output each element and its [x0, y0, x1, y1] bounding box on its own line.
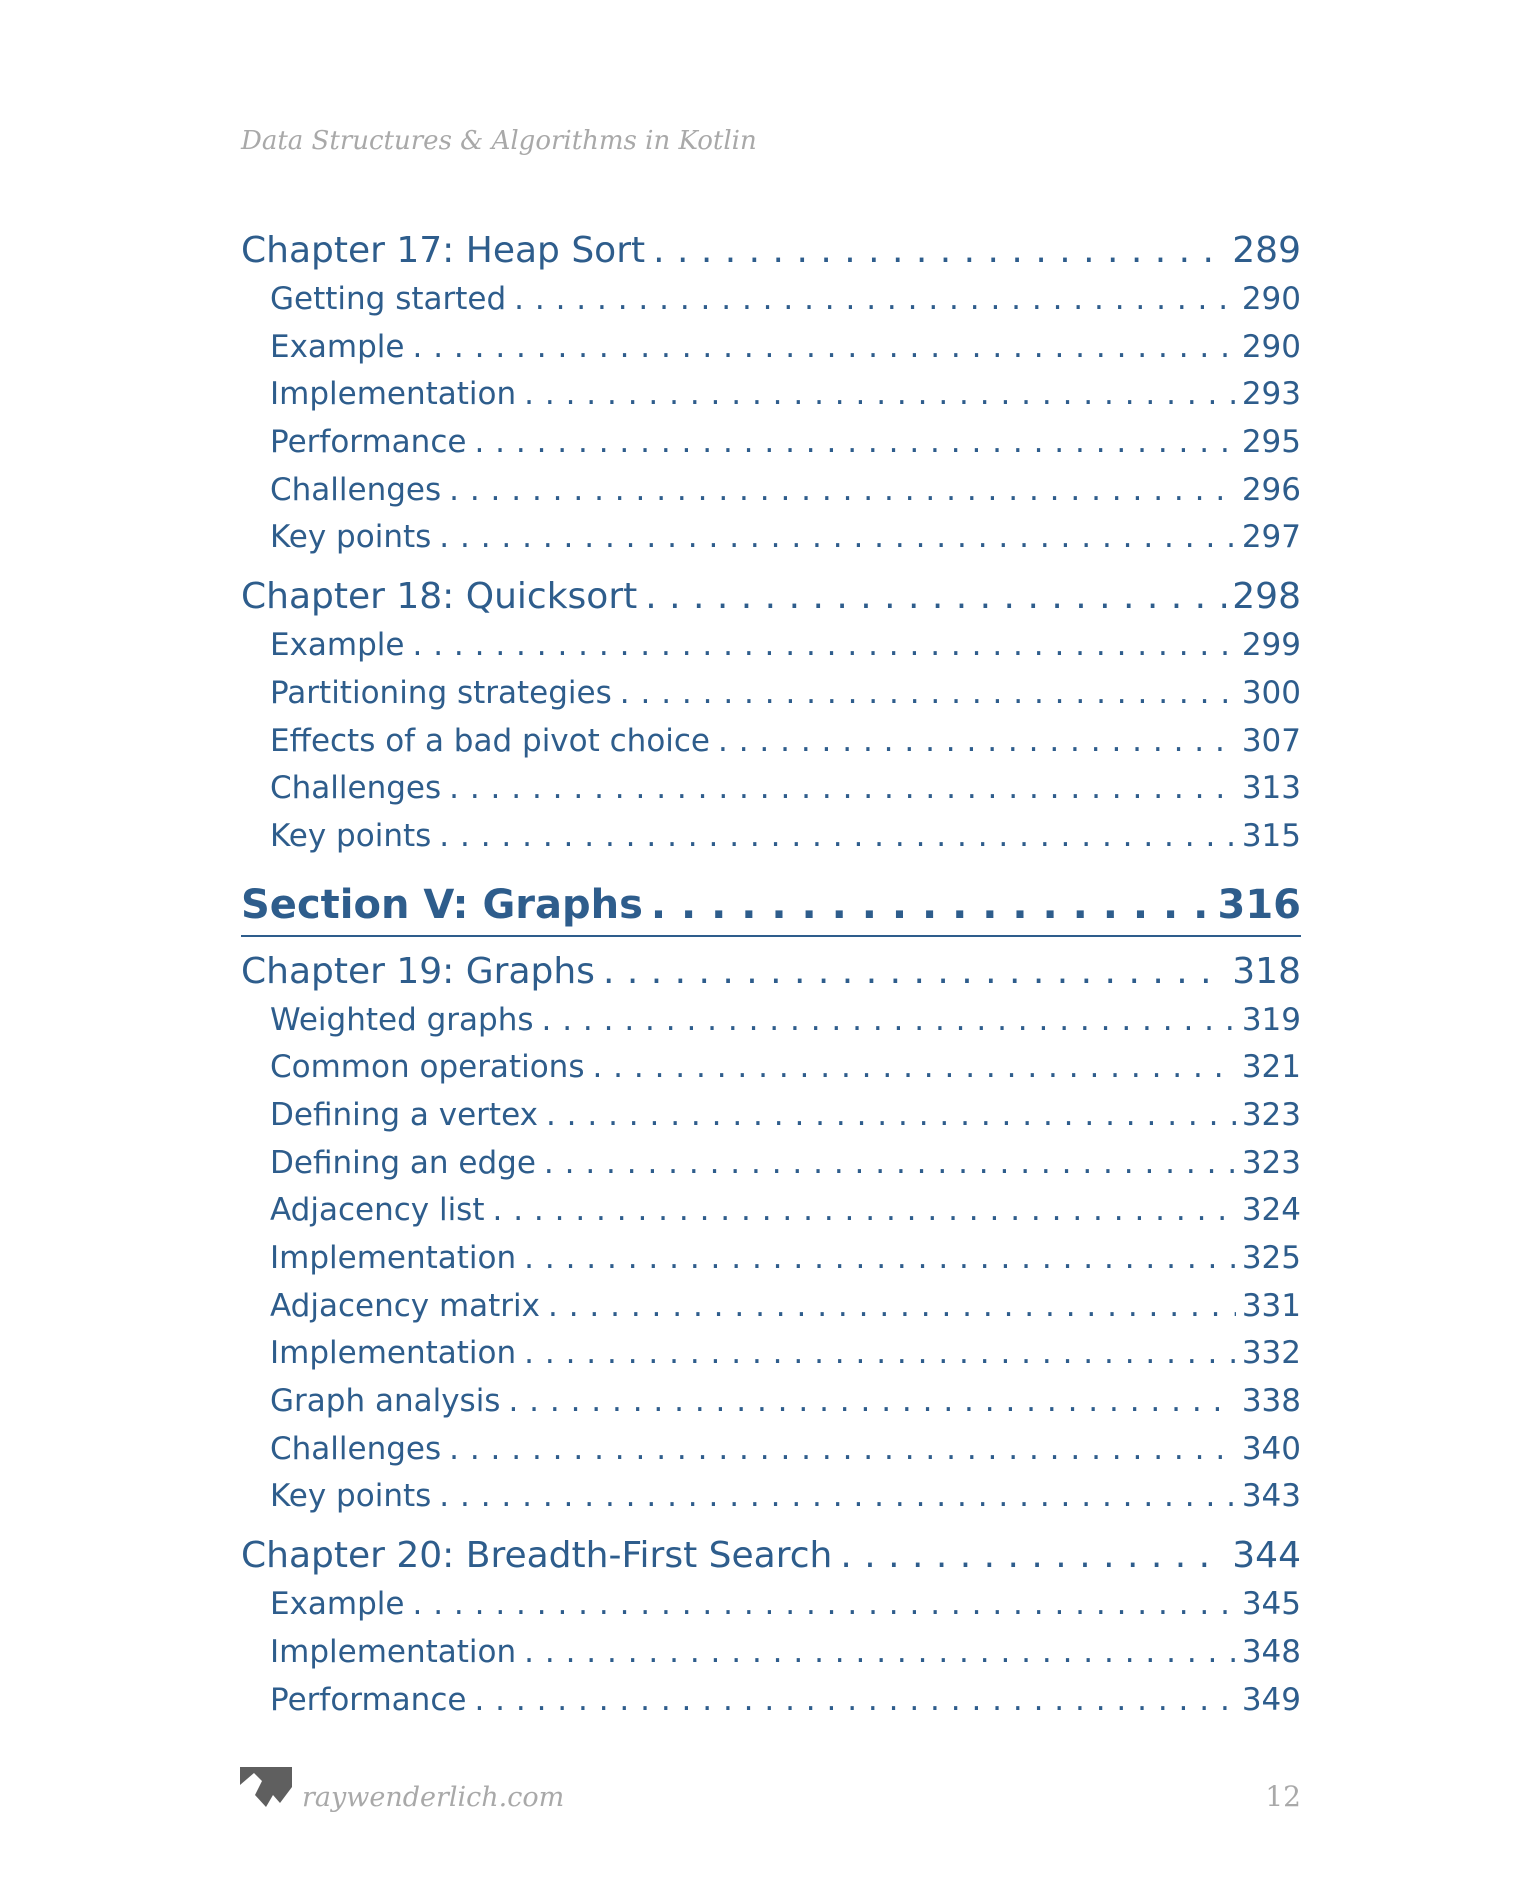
toc-item-entry[interactable]	[241, 276, 1301, 324]
toc-item-entry[interactable]	[241, 1330, 1301, 1378]
toc-entry-page: 315	[1241, 817, 1301, 854]
toc-entry-title: Challenges	[270, 770, 442, 807]
toc-item-entry[interactable]	[241, 718, 1301, 766]
toc-item-entry[interactable]	[241, 467, 1301, 515]
footer-page-number: 12	[1265, 1780, 1301, 1813]
toc-entry-title: Common operations	[270, 1049, 585, 1086]
toc-entry-page: 300	[1241, 674, 1301, 711]
toc-dot-leader	[508, 1378, 1235, 1426]
toc-entry-title: Effects of a bad pivot choice	[270, 722, 711, 759]
toc-chapter-entry[interactable]	[241, 1531, 1301, 1581]
toc-item-entry[interactable]	[241, 1426, 1301, 1474]
toc-entry-title: Adjacency matrix	[270, 1287, 541, 1324]
toc-entry-page: 344	[1232, 1535, 1301, 1577]
toc-section-entry[interactable]	[241, 875, 1301, 937]
toc-entry-page: 331	[1241, 1287, 1301, 1324]
toc-dot-leader	[524, 1330, 1236, 1378]
toc-dot-leader	[653, 226, 1226, 276]
toc-entry-page: 323	[1241, 1096, 1301, 1133]
toc-dot-leader	[620, 670, 1236, 718]
toc-entry-title: Key points	[270, 519, 432, 556]
toc-chapter-entry[interactable]	[241, 947, 1301, 997]
toc-item-entry[interactable]	[241, 765, 1301, 813]
toc-item-entry[interactable]	[241, 1187, 1301, 1235]
toc-entry-page: 345	[1241, 1586, 1301, 1623]
toc-entry-page: 321	[1241, 1049, 1301, 1086]
toc-item-entry[interactable]	[241, 1581, 1301, 1629]
footer-site-link[interactable]: raywenderlich.com	[302, 1782, 565, 1813]
toc-dot-leader	[474, 1677, 1235, 1725]
toc-dot-leader	[645, 572, 1226, 622]
toc-entry-title: Section V: Graphs	[241, 881, 643, 928]
toc-item-entry[interactable]	[241, 1378, 1301, 1426]
toc-item-entry[interactable]	[241, 1629, 1301, 1677]
toc-entry-title: Chapter 19: Graphs	[241, 950, 595, 992]
toc-item-entry[interactable]	[241, 997, 1301, 1045]
toc-entry-page: 295	[1241, 424, 1301, 461]
toc-item-entry[interactable]	[241, 1092, 1301, 1140]
toc-entry-page: 343	[1241, 1478, 1301, 1515]
toc-entry-page: 332	[1241, 1335, 1301, 1372]
toc-dot-leader	[603, 947, 1226, 997]
toc-entry-title: Getting started	[270, 281, 507, 317]
toc-chapter-entry[interactable]	[241, 572, 1301, 622]
toc-entry-page: 340	[1241, 1430, 1301, 1467]
toc-dot-leader	[542, 997, 1236, 1045]
toc-entry-page: 323	[1241, 1144, 1301, 1181]
toc-dot-leader	[449, 467, 1236, 515]
toc-entry-page: 290	[1241, 281, 1301, 317]
toc-dot-leader	[524, 371, 1236, 419]
toc-entry-page: 348	[1241, 1633, 1301, 1670]
toc-dot-leader	[544, 1140, 1236, 1188]
page-header-book-title: Data Structures & Algorithms in Kotlin	[241, 126, 757, 156]
toc-entry-page: 324	[1241, 1192, 1301, 1229]
toc-item-entry[interactable]	[241, 324, 1301, 372]
toc-item-entry[interactable]	[241, 813, 1301, 861]
toc-item-entry[interactable]	[241, 514, 1301, 562]
toc-entry-title: Example	[270, 1586, 405, 1623]
table-of-contents	[241, 226, 1301, 1724]
toc-entry-page: 338	[1241, 1383, 1301, 1420]
toc-entry-page: 319	[1241, 1001, 1301, 1038]
toc-item-entry[interactable]	[241, 1044, 1301, 1092]
toc-entry-title: Partitioning strategies	[270, 674, 612, 711]
toc-item-entry[interactable]	[241, 1677, 1301, 1725]
toc-entry-page: 349	[1241, 1681, 1301, 1718]
toc-entry-title: Implementation	[270, 1240, 517, 1276]
toc-entry-page: 299	[1241, 627, 1301, 664]
toc-entry-page: 297	[1241, 519, 1301, 556]
toc-entry-page: 318	[1232, 950, 1301, 992]
toc-dot-leader	[840, 1531, 1226, 1581]
toc-dot-leader	[524, 1629, 1236, 1677]
toc-entry-title: Defining a vertex	[270, 1096, 538, 1133]
toc-dot-leader	[718, 718, 1236, 766]
toc-dot-leader	[493, 1187, 1236, 1235]
toc-dot-leader	[548, 1283, 1236, 1331]
toc-dot-leader	[524, 1235, 1236, 1283]
toc-entry-title: Chapter 18: Quicksort	[241, 576, 638, 618]
toc-entry-page: 293	[1241, 376, 1301, 413]
toc-entry-page: 313	[1241, 770, 1301, 807]
toc-item-entry[interactable]	[241, 1283, 1301, 1331]
toc-entry-page: 307	[1241, 722, 1301, 759]
toc-chapter-entry[interactable]	[241, 226, 1301, 276]
toc-entry-title: Example	[270, 328, 405, 365]
toc-dot-leader	[413, 1581, 1236, 1629]
toc-entry-title: Challenges	[270, 1430, 442, 1467]
toc-item-entry[interactable]	[241, 670, 1301, 718]
toc-entry-title: Example	[270, 627, 405, 664]
toc-item-entry[interactable]	[241, 371, 1301, 419]
toc-item-entry[interactable]	[241, 1235, 1301, 1283]
toc-entry-title: Graph analysis	[270, 1383, 501, 1420]
toc-dot-leader	[449, 765, 1236, 813]
toc-dot-leader	[592, 1044, 1235, 1092]
toc-dot-leader	[439, 813, 1236, 861]
toc-dot-leader	[413, 324, 1236, 372]
toc-dot-leader	[439, 1473, 1236, 1521]
toc-entry-title: Key points	[270, 817, 432, 854]
toc-entry-title: Defining an edge	[270, 1144, 536, 1181]
toc-dot-leader	[413, 622, 1236, 670]
toc-dot-leader	[651, 875, 1212, 935]
toc-entry-title: Chapter 17: Heap Sort	[241, 230, 646, 271]
toc-entry-title: Weighted graphs	[270, 1001, 534, 1038]
toc-entry-title: Chapter 20: Breadth-First Search	[241, 1535, 833, 1577]
toc-entry-page: 316	[1217, 881, 1301, 928]
rw-logo-icon	[240, 1767, 292, 1819]
toc-entry-title: Implementation	[270, 376, 517, 413]
toc-dot-leader	[546, 1092, 1236, 1140]
toc-item-entry[interactable]	[241, 419, 1301, 467]
toc-dot-leader	[514, 276, 1236, 324]
toc-item-entry[interactable]	[241, 1473, 1301, 1521]
toc-entry-title: Key points	[270, 1478, 432, 1515]
toc-item-entry[interactable]	[241, 622, 1301, 670]
toc-entry-title: Implementation	[270, 1633, 517, 1670]
toc-dot-leader	[439, 514, 1236, 562]
toc-entry-page: 290	[1241, 328, 1301, 365]
toc-entry-page: 296	[1241, 471, 1301, 508]
toc-entry-title: Performance	[270, 1681, 467, 1718]
toc-entry-title: Implementation	[270, 1335, 517, 1372]
toc-entry-title: Challenges	[270, 471, 442, 508]
toc-entry-page: 298	[1232, 576, 1301, 618]
toc-dot-leader	[449, 1426, 1236, 1474]
toc-item-entry[interactable]	[241, 1140, 1301, 1188]
toc-entry-page: 325	[1241, 1240, 1301, 1276]
toc-entry-page: 289	[1232, 230, 1301, 271]
toc-dot-leader	[474, 419, 1235, 467]
toc-entry-title: Adjacency list	[270, 1192, 485, 1229]
toc-entry-title: Performance	[270, 424, 467, 461]
